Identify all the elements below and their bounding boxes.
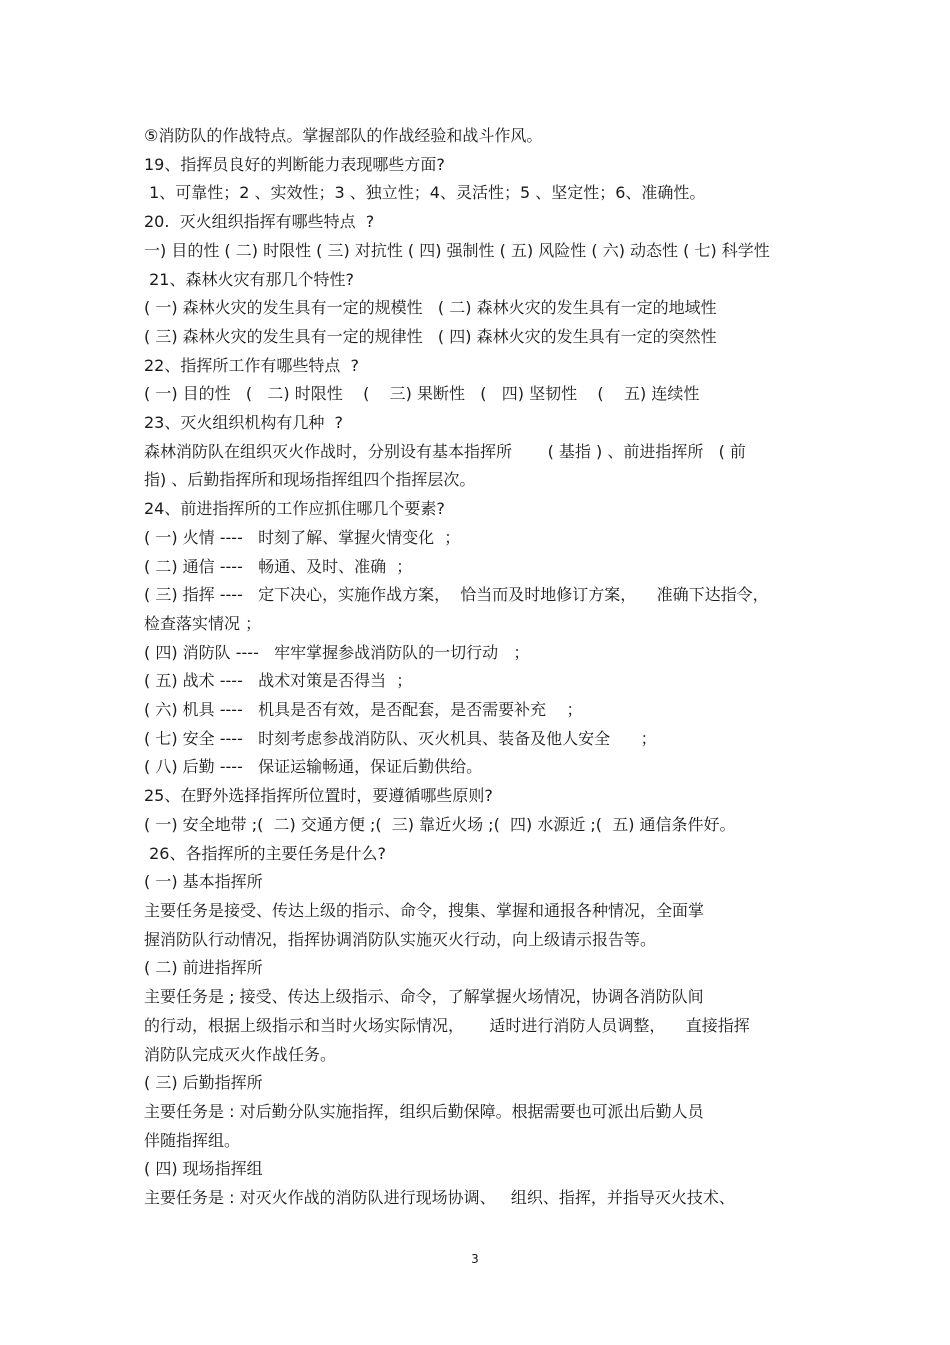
text-line: ( 五) 战术 ---- 战术对策是否得当 ； [144,671,413,691]
text-line: 伴随指挥组。 [144,1130,241,1150]
text-line: ( 一) 基本指挥所 [144,872,263,892]
text-line: ( 一) 安全地带 ;( 二) 交通方便 ;( 三) 靠近火场 ;( 四) 水源近 ;( 五) 通信条件好。 [144,814,736,834]
text-line: 主要任务是 : 对后勤分队实施指挥，组织后勤保障。根据需要也可派出后勤人员 [144,1101,704,1121]
text-line: 的行动，根据上级指示和当时火场实际情况， 适时进行消防人员调整， 直接指挥 [144,1015,750,1035]
text-line: ( 一) 火情 ---- 时刻了解、掌握火情变化 ； [144,527,461,547]
text-line: 26、各指挥所的主要任务是什么? [144,843,386,863]
text-line: 检查落实情况 ； [144,613,262,633]
text-line: 23、灭火组织机构有几种 ? [144,413,344,433]
text-line: 握消防队行动情况，指挥协调消防队实施灭火行动，向上级请示报告等。 [144,929,657,949]
text-line: 一) 目的性 ( 二) 时限性 ( 三) 对抗性 ( 四) 强制性 ( 五) 风险性 ( 六) 动态性 ( 七) 科学性 [144,240,770,260]
text-line: 24、前进指挥所的工作应抓住哪几个要素? [144,499,445,519]
document-body [144,122,812,1213]
text-line: ( 六) 机具 ---- 机具是否有效，是否配套，是否需要补充 ； [144,700,583,720]
text-line: ( 八) 后勤 ---- 保证运输畅通，保证后勤供给。 [144,757,483,777]
text-line: 主要任务是接受、传达上级的指示、命令，搜集、掌握和通报各种情况，全面掌 [144,900,705,920]
text-line: ( 二) 通信 ---- 畅通、及时、准确 ； [144,556,413,576]
text-line: ( 二) 前进指挥所 [144,958,263,978]
text-line: 19、指挥员良好的判断能力表现哪些方面? [144,154,445,174]
text-line: ( 七) 安全 ---- 时刻考虑参战消防队、灭火机具、装备及他人安全 ； [144,728,657,748]
text-line: 1、可靠性；2 、实效性；3 、独立性；4、灵活性；5 、坚定性；6、准确性。 [144,183,706,203]
text-line: 主要任务是 : 对灭火作战的消防队进行现场协调、 组织、指挥，并指导灭火技术、 [144,1188,735,1208]
text-line: ( 四) 消防队 ---- 牢牢掌握参战消防队的一切行动 ； [144,642,530,662]
text-line: ( 三) 指挥 ---- 定下决心，实施作战方案， 恰当而及时地修订方案， 准确下达指令， [144,585,769,605]
text-line: 20. 灭火组织指挥有哪些特点 ? [144,212,375,232]
text-line: ⑤消防队的作战特点。掌握部队的作战经验和战斗作风。 [144,126,543,145]
page-number: 3 [471,1252,479,1266]
text-line: ( 三) 后勤指挥所 [144,1073,263,1093]
text-line: 森林消防队在组织灭火作战时，分别设有基本指挥所 ( 基指 ) 、前进指挥所 ( 前 [144,441,746,461]
text-line: 消防队完成灭火作战任务。 [144,1044,337,1064]
text-line: ( 四) 现场指挥组 [144,1159,263,1179]
text-line: 主要任务是 ; 接受、传达上级指示、命令，了解掌握火场情况，协调各消防队间 [144,987,704,1007]
text-line: 25、在野外选择指挥所位置时，要遵循哪些原则? [144,786,493,806]
text-line: 指) 、后勤指挥所和现场指挥组四个指挥层次。 [144,470,476,490]
text-line: 21、森林火灾有那几个特性? [144,269,354,289]
text-line: ( 一) 森林火灾的发生具有一定的规模性 ( 二) 森林火灾的发生具有一定的地域性 [144,298,717,318]
text-line: ( 一) 目的性 ( 二) 时限性 ( 三) 果断性 ( 四) 坚韧性 ( 五) 连续性 [144,384,700,404]
text-line: 22、指挥所工作有哪些特点 ? [144,355,360,375]
text-line: ( 三) 森林火灾的发生具有一定的规律性 ( 四) 森林火灾的发生具有一定的突然性 [144,326,717,346]
